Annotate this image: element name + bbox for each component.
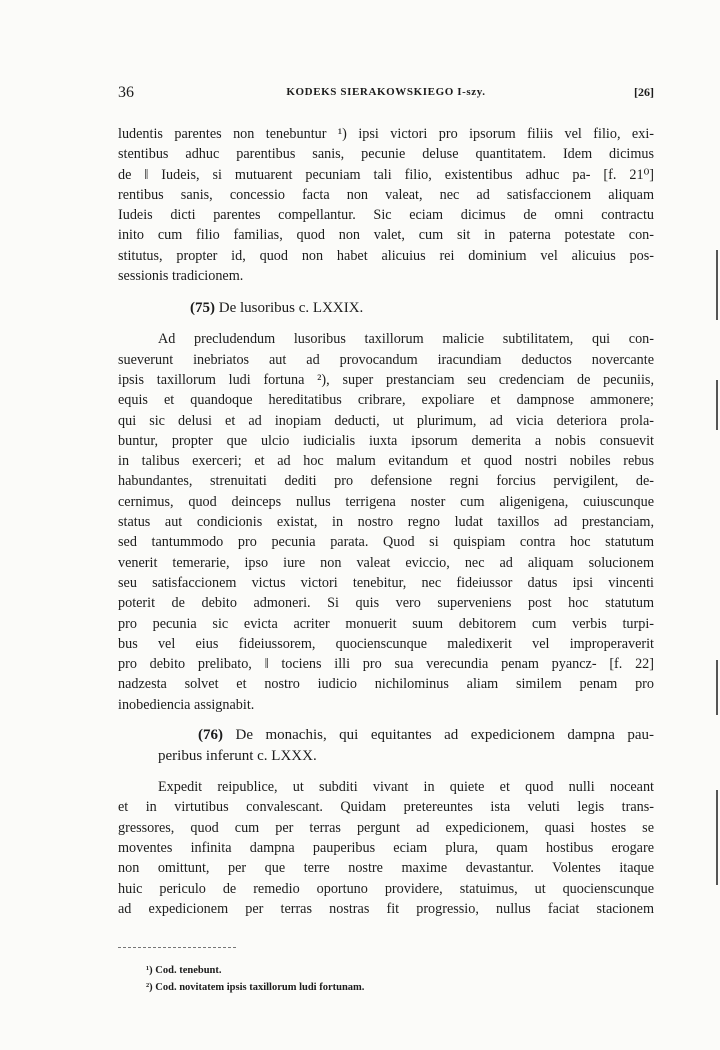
text-line: moventes infinita dampna pauperibus eciam plura, quam hostibus erogare xyxy=(118,839,654,856)
scan-edge-mark xyxy=(716,660,718,715)
text-line: nadzesta solvet et nostro iudicio nichilominus aliam similem penam pro xyxy=(118,676,654,693)
text-line: sueverunt inebriatos aut ad provocandum iracundiam deductos novercante xyxy=(118,351,654,368)
section-number: (75) xyxy=(190,300,215,317)
text-line: bus vel eius fideiussorem, quocienscunque maledixerit vel improperaverit xyxy=(118,635,654,652)
page-body xyxy=(118,124,654,996)
text-line: stentibus adhuc parentibus sanis, pecunie deluse quantitatem. Idem dicimus xyxy=(118,146,654,163)
text-line: status aut condicionis existat, in nostro regno ludat taxillos ad prestanciam, xyxy=(118,514,654,531)
text-line: sed tantummodo pro pecunia parata. Quod si quispiam contra hoc statutum xyxy=(118,534,654,551)
text-line: pro pecunia sic evicta acriter monuerit suum debitorem cum verbis turpi- xyxy=(118,615,654,632)
paragraph-1 xyxy=(118,124,654,286)
paragraph-2 xyxy=(118,329,654,715)
section-heading-76 xyxy=(118,725,654,746)
text-line: non omittunt, per que terre nostre maxime devastantur. Volentes itaque xyxy=(118,860,654,877)
text-line: stitutus, propter id, quod non habet alicuius rei dominium vel alicuius pos- xyxy=(118,247,654,264)
text-line: rentibus sanis, concessio facta non valeat, nec ad satisfaccionem aliquam xyxy=(118,186,654,203)
section-number: (76) xyxy=(198,727,223,744)
footnotes xyxy=(118,962,654,996)
section-title: De lusoribus c. LXXIX. xyxy=(218,300,364,317)
text-line: equis et quandoque hereditatibus cribrare, expoliare et dampnose ammonere; xyxy=(118,392,654,409)
section-heading-75 xyxy=(118,298,654,319)
text-line: pro debito prelibato, ‖ tociens illi pro sua verecundia penam pyancz- [f. 22] xyxy=(118,656,654,673)
text-line: poterit de debito admoneri. Si quis vero superveniens post hoc statutum xyxy=(118,595,654,612)
text-line: inobediencia assignabit. xyxy=(118,696,255,713)
text-line: ad expedicionem per terras nostras fit progressio, nullus faciat stacionem xyxy=(118,900,654,917)
text-line: sessionis tradicionem. xyxy=(118,268,244,285)
text-line: cernimus, quod deinceps nullus terrigena noster cum aligenigena, cuiuscunque xyxy=(118,493,654,510)
text-line: huic periculo de remedio oportuno providere, statuimus, ut quocienscunque xyxy=(118,880,654,897)
text-line: inito cum filio familias, quod non valet, cum sit in paterna potestate con- xyxy=(118,227,654,244)
scan-edge-mark xyxy=(716,250,718,320)
text-line: Expedit reipublice, ut subditi vivant in quiete et quod nulli noceant xyxy=(158,779,654,796)
page-number: 36 xyxy=(118,84,134,101)
footnote-2: ²) Cod. novitatem ipsis taxillorum ludi fortunam. xyxy=(146,982,365,994)
footnote-divider xyxy=(118,947,236,948)
text-line: gressores, quod cum per terras pergunt ad expedicionem, quasi hostes se xyxy=(118,819,654,836)
text-line: habundantes, strenuitati dediti pro defensione regni forcius pervigilent, de- xyxy=(118,473,654,490)
text-line: in talibus exerceri; et ad hoc malum evitandum et quod nostri nobiles rebus xyxy=(118,453,654,470)
running-title: KODEKS SIERAKOWSKIEGO I-szy. xyxy=(286,86,486,98)
text-line: venerit temerarie, ipso iure non valeat eviccio, nec ad aliquam solucionem xyxy=(118,554,654,571)
text-line: et in virtutibus convalescant. Quidam pretereuntes ista veluti legis trans- xyxy=(118,799,654,816)
text-line: qui sic delusi et ad inopiam deducti, ut plurimum, ad vicia deteriora prola- xyxy=(118,412,654,429)
scan-edge-mark xyxy=(716,790,718,885)
section-title-line-2: peribus inferunt c. LXXX. xyxy=(158,748,317,765)
section-title-line-1: De monachis, qui equitantes ad expedicionem dampna pau- xyxy=(235,727,654,744)
paragraph-3 xyxy=(118,777,654,919)
book-page xyxy=(118,84,654,996)
text-line: ipsis taxillorum ludi fortuna ²), super prestanciam seu credenciam de pecuniis, xyxy=(118,371,654,388)
footnote-1: ¹) Cod. tenebunt. xyxy=(146,965,222,977)
text-line: buntur, propter que ulcio iudicialis iuxta ipsorum demerita a nobis consuevit xyxy=(118,432,654,449)
text-line: de ‖ Iudeis, si mutuarent pecuniam tali filio, existentibus adhuc pa- [f. 21⁰] xyxy=(118,166,654,183)
text-line: seu satisfaccionem victus victori tenebitur, nec fideiussor datus ipsi vincenti xyxy=(118,574,654,591)
text-line: ludentis parentes non tenebuntur ¹) ipsi victori pro ipsorum filiis vel filio, exi- xyxy=(118,126,654,142)
running-header xyxy=(118,84,654,108)
folio-marker: [26] xyxy=(634,85,654,99)
text-line: Iudeis dicti parentes compellantur. Sic eciam dicimus de omni contractu xyxy=(118,207,654,224)
scan-edge-mark xyxy=(716,380,718,430)
text-line: Ad precludendum lusoribus taxillorum malicie subtilitatem, qui con- xyxy=(158,331,654,348)
